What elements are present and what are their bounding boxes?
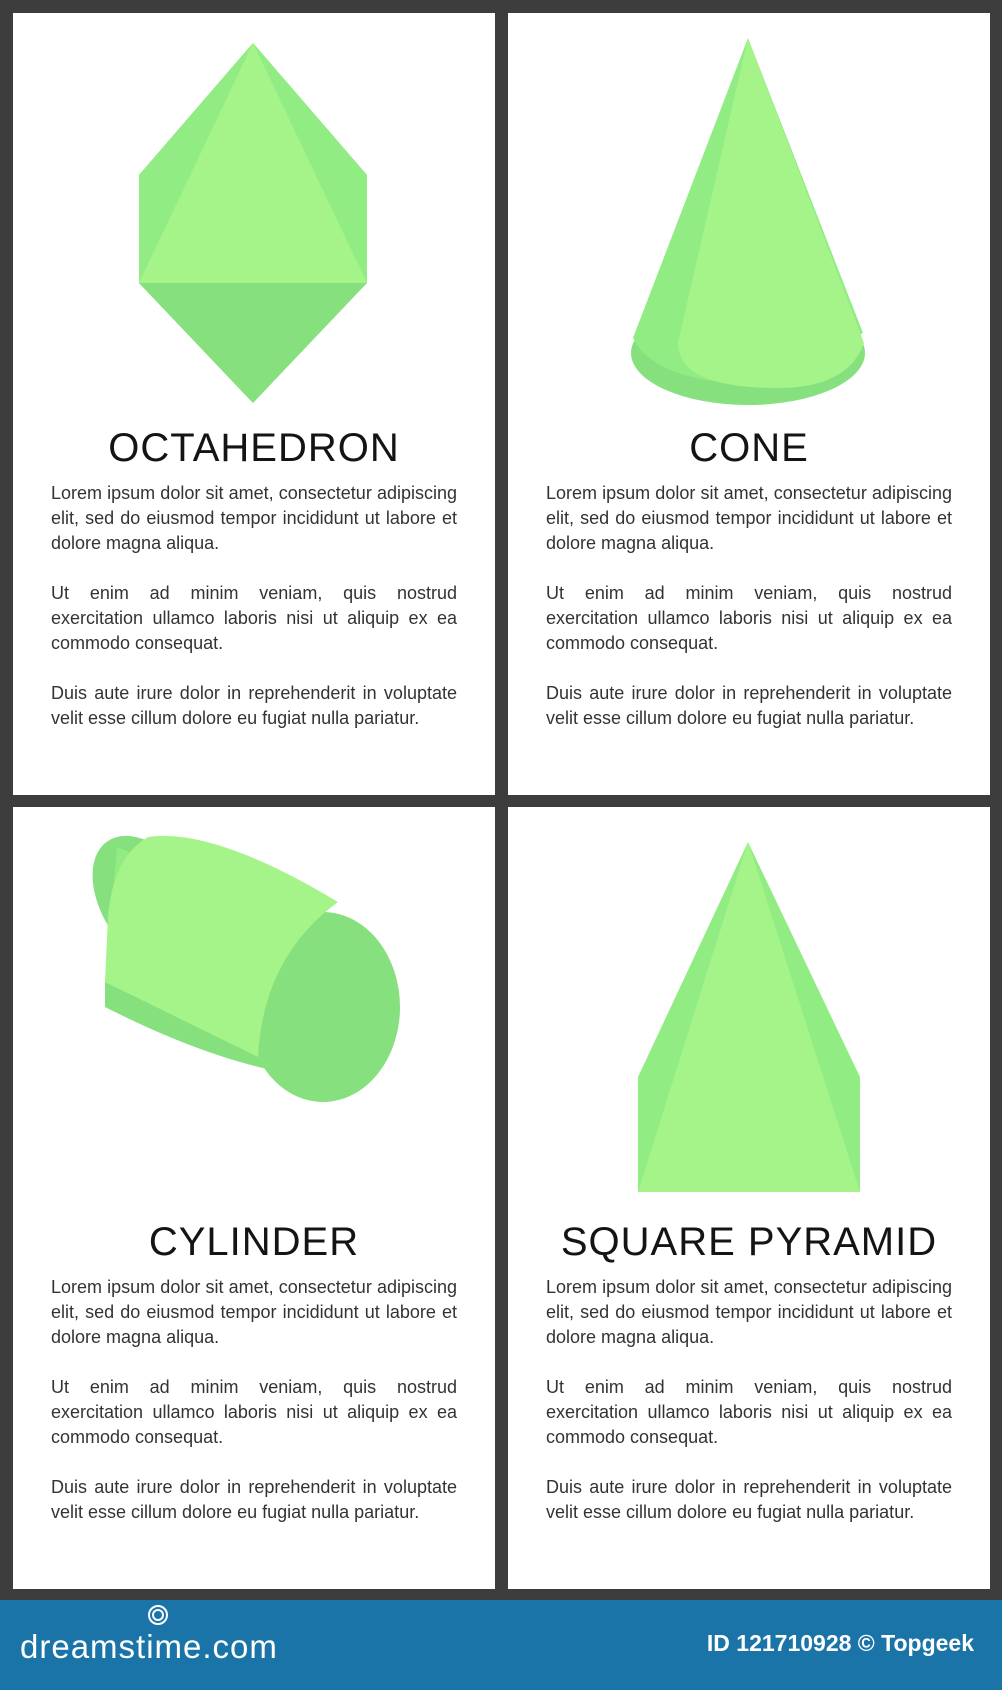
paragraph: Lorem ipsum dolor sit amet, consectetur adipiscing elit, sed do eiusmod tempor incididunt ut labore et dolore magna aliqua. xyxy=(51,483,457,553)
dreamstime-watermark-icon xyxy=(147,1604,169,1626)
square-pyramid-illustration xyxy=(508,807,990,1217)
watermark-footer xyxy=(0,1600,1002,1690)
paragraph: Duis aute irure dolor in reprehenderit in voluptate velit esse cillum dolore eu fugiat nulla pariatur. xyxy=(546,683,952,728)
paragraph: Ut enim ad minim veniam, quis nostrud exercitation ullamco laboris nisi ut aliquip ex ea commodo consequat. xyxy=(546,1377,952,1447)
card-title: SQUARE PYRAMID xyxy=(560,1220,938,1264)
card-square-pyramid xyxy=(508,807,990,1589)
card-title: CONE xyxy=(689,426,809,470)
card-description xyxy=(546,481,952,756)
card-title: CYLINDER xyxy=(148,1220,360,1264)
card-description xyxy=(546,1275,952,1550)
paragraph: Lorem ipsum dolor sit amet, consectetur adipiscing elit, sed do eiusmod tempor incididunt ut labore et dolore magna aliqua. xyxy=(546,483,952,553)
paragraph: Lorem ipsum dolor sit amet, consectetur adipiscing elit, sed do eiusmod tempor incididunt ut labore et dolore magna aliqua. xyxy=(51,1277,457,1347)
cone-illustration xyxy=(508,13,990,423)
card-description xyxy=(51,1275,457,1550)
card-cone xyxy=(508,13,990,795)
paragraph: Ut enim ad minim veniam, quis nostrud exercitation ullamco laboris nisi ut aliquip ex ea commodo consequat. xyxy=(51,583,457,653)
paragraph: Ut enim ad minim veniam, quis nostrud exercitation ullamco laboris nisi ut aliquip ex ea commodo consequat. xyxy=(51,1377,457,1447)
card-cylinder xyxy=(13,807,495,1589)
paragraph: Duis aute irure dolor in reprehenderit in voluptate velit esse cillum dolore eu fugiat nulla pariatur. xyxy=(51,683,457,728)
site-logo[interactable]: dreamstime.com xyxy=(20,1628,278,1665)
card-octahedron xyxy=(13,13,495,795)
card-title: OCTAHEDRON xyxy=(108,426,400,470)
paragraph: Lorem ipsum dolor sit amet, consectetur adipiscing elit, sed do eiusmod tempor incididunt ut labore et dolore magna aliqua. xyxy=(546,1277,952,1347)
card-description xyxy=(51,481,457,756)
paragraph: Duis aute irure dolor in reprehenderit in voluptate velit esse cillum dolore eu fugiat nulla pariatur. xyxy=(51,1477,457,1522)
image-credit: ID 121710928 © Topgeek xyxy=(706,1630,974,1656)
paragraph: Ut enim ad minim veniam, quis nostrud exercitation ullamco laboris nisi ut aliquip ex ea commodo consequat. xyxy=(546,583,952,653)
cylinder-illustration xyxy=(13,807,495,1217)
octahedron-illustration xyxy=(13,13,495,423)
paragraph: Duis aute irure dolor in reprehenderit in voluptate velit esse cillum dolore eu fugiat nulla pariatur. xyxy=(546,1477,952,1522)
